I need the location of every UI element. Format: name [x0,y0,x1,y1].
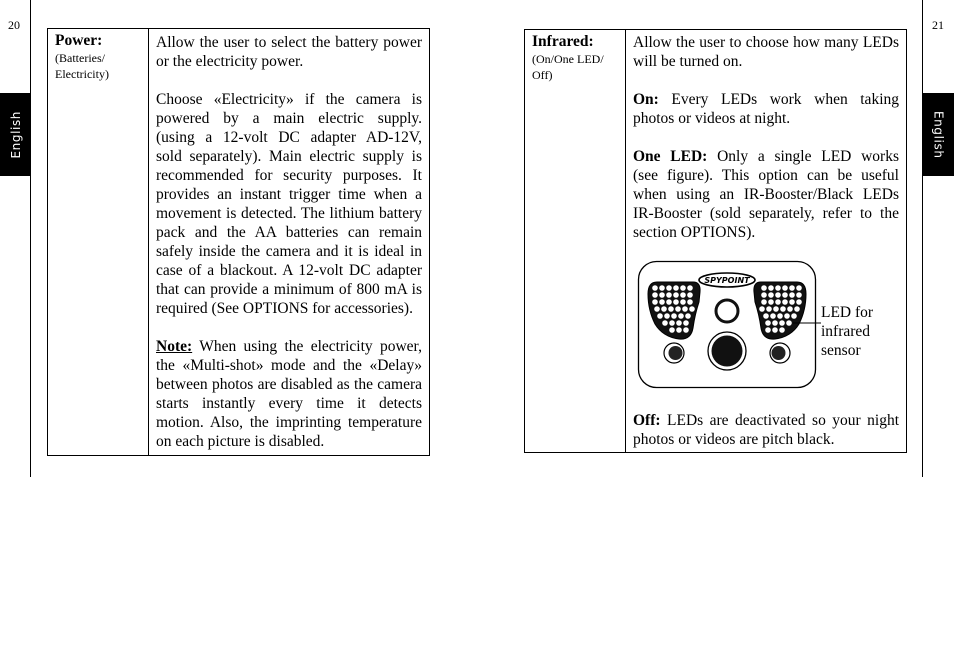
description-cell [149,29,429,455]
infrared-led [669,320,675,326]
settings-table-infrared [524,29,907,453]
text-line [633,90,899,109]
text-line: section OPTIONS). [633,224,756,241]
paragraph-option-on [633,90,899,128]
infrared-led [685,313,691,319]
infrared-led [673,299,679,305]
term-cell [525,30,626,452]
text-line: or the electricity power. [156,53,304,70]
setting-options-line: Off) [532,68,553,82]
paragraph-option-one-led [633,147,899,242]
infrared-led [654,306,660,312]
page-number: 21 [932,18,944,32]
light-sensor-right [772,346,786,360]
infrared-led [669,327,675,333]
paragraph [156,33,422,71]
text-line: when using an IR-Booster/Black LEDs [633,186,899,203]
settings-table-power [47,28,430,456]
setting-options-line: (On/One LED/ [532,52,604,66]
infrared-led [666,292,672,298]
text-line: Choose «Electricity» if the camera is [156,91,422,108]
infrared-led [680,292,686,298]
infrared-led [678,313,684,319]
language-side-tab [923,93,954,176]
infrared-led [680,285,686,291]
description-cell [626,30,906,452]
text-line: between photos are disabled as the camera [156,376,422,393]
text-line: that can provide a minimum of 800 mA is [156,281,422,298]
text-line: (using a 12-volt DC adapter AD-12V, [156,129,422,146]
text-line: safely inside the camera and it is ideal in [156,243,422,260]
text-line-content: LEDs are deactivated so your night [667,412,900,429]
infrared-led [657,313,663,319]
text-line: case of a blackout. A 12-volt DC adapter [156,262,422,279]
page-margin-rule [30,0,31,477]
text-line: will be turned on. [633,53,743,70]
option-label: On: [633,91,659,108]
setting-options-line: (Batteries/ [55,51,105,65]
text-line: movement is detected. The lithium battery [156,205,422,222]
setting-options-line: Electricity) [55,67,109,81]
text-line [156,337,422,356]
infrared-led [689,306,695,312]
camera-front-illustration [633,242,823,411]
infrared-led [675,306,681,312]
setting-name: Power: [55,32,103,49]
infrared-led [683,327,689,333]
text-line: photos or videos at night. [633,110,791,127]
text-line: sold separately). Main electric supply is [156,148,422,165]
language-side-tab [0,93,31,176]
text-line: recommended for security purposes. It [156,167,422,184]
infrared-led [666,299,672,305]
text-line: Allow the user to choose how many LEDs [633,34,899,51]
text-line [633,147,899,166]
infrared-led [673,292,679,298]
infrared-led [652,292,658,298]
text-line-content: When using the electricity power, [199,338,422,355]
option-label: Off: [633,412,661,429]
text-line: IR-Booster (sold separately, refer to the [633,205,899,222]
text-line: pack and the AA batteries can remain [156,224,422,241]
term-cell [48,29,149,455]
text-line-content: Only a single LED works [717,148,900,165]
text-line: photos or videos are pitch black. [633,431,835,448]
infrared-led [659,292,665,298]
infrared-led [652,299,658,305]
paragraph-note [156,337,422,451]
text-line: powered by a main electric supply. [156,110,422,127]
camera-front-figure [633,242,899,411]
infrared-led [682,306,688,312]
motion-sensor [716,300,738,322]
infrared-led [676,327,682,333]
text-line [633,411,899,430]
camera-lens [712,336,743,367]
text-line: (see figure). This option can be useful [633,167,899,184]
page-number: 20 [8,18,20,32]
text-line: provides an instant trigger time when a [156,186,422,203]
infrared-led [673,285,679,291]
callout-line-text: infrared [821,323,871,340]
infrared-led [664,313,670,319]
setting-options [532,51,619,83]
text-line: required (See OPTIONS for accessories). [156,300,413,317]
infrared-led [659,285,665,291]
infrared-led [676,320,682,326]
infrared-led [687,292,693,298]
text-line: Allow the user to select the battery power [156,34,422,51]
infrared-led [659,299,665,305]
language-tab-label: English [931,110,946,159]
note-label: Note: [156,338,193,355]
infrared-led [668,306,674,312]
text-line: motion. Also, the imprinting temperature [156,414,422,431]
infrared-led [683,320,689,326]
language-tab-label: English [8,110,23,159]
text-line: the «Multi-shot» mode and the «Delay» [156,357,422,374]
paragraph-option-off [633,411,899,449]
infrared-led [662,320,668,326]
figure-callout-label [821,303,899,360]
paragraph [633,33,899,71]
infrared-led [661,306,667,312]
infrared-led [666,285,672,291]
light-sensor-left [669,346,683,360]
infrared-led [652,285,658,291]
infrared-led [687,299,693,305]
callout-line-text: sensor [821,342,861,359]
option-label: One LED: [633,148,708,165]
text-line-content: Every LEDs work when taking [671,91,899,108]
text-line: starts instantly every time it detects [156,395,422,412]
text-line: on each picture is disabled. [156,433,325,450]
spypoint-logo: SPYPOINT [704,275,750,285]
page-margin-rule [922,0,923,477]
infrared-led [671,313,677,319]
callout-line-text: LED for [821,304,874,321]
paragraph [156,90,422,318]
infrared-led [687,285,693,291]
setting-options [55,50,142,82]
setting-name: Infrared: [532,33,594,50]
infrared-led [680,299,686,305]
